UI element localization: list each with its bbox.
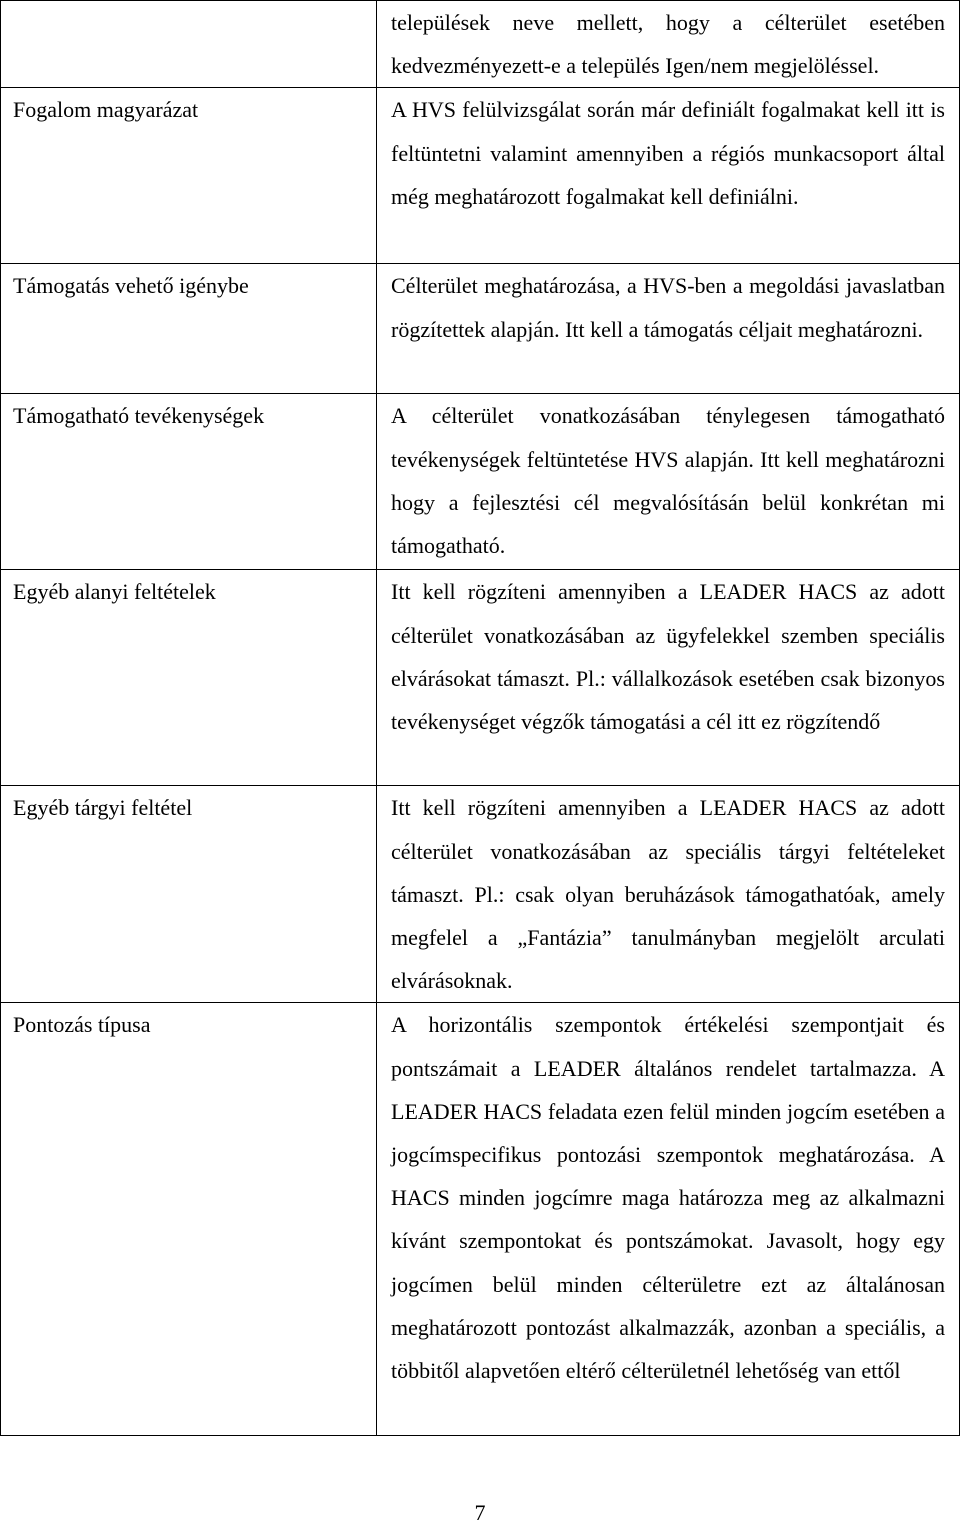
table-row — [1, 394, 960, 570]
row-label: Fogalom magyarázat — [13, 97, 199, 123]
table-row — [1, 570, 960, 786]
row-label: Támogatás vehető igénybe — [13, 273, 249, 299]
row-text-cell — [377, 1, 960, 88]
row-label-cell — [1, 1, 377, 88]
row-description: A célterület vonatkozásában ténylegesen támogatható tevékenységek feltüntetése HVS alapján. Itt kell meghatározni hogy a fejlesztési cél megvalósításán belül konkrétan mi támogatható. — [391, 403, 945, 559]
row-label: Pontozás típusa — [13, 1012, 151, 1038]
table-row — [1, 1, 960, 88]
row-description: A horizontális szempontok értékelési szempontjait és pontszámait a LEADER általános rendelet tartalmazza. A LEADER HACS feladata ezen felül minden jogcím esetében a jogcímspecifikus pontozási szempontok meghatározása. A HACS minden jogcímre maga határozza meg az alkalmazni kívánt szempontokat és pontszámokat. Javasolt, hogy egy jogcímen belül minden célterületre ezt az általánosan meghatározott pontozást alkalmazzák, azonban a speciális, a többitől alapvetően eltérő célterületnél lehetőség van ettől — [391, 1012, 945, 1384]
table-row — [1, 264, 960, 394]
row-label-cell — [1, 1003, 377, 1436]
row-text-cell — [377, 394, 960, 570]
row-label-cell — [1, 570, 377, 786]
row-label: Egyéb alanyi feltételek — [13, 579, 216, 605]
row-text-cell — [377, 570, 960, 786]
table-row — [1, 88, 960, 264]
row-label-cell — [1, 264, 377, 394]
row-text-cell — [377, 1003, 960, 1436]
row-label-cell — [1, 786, 377, 1003]
table-row — [1, 786, 960, 1003]
row-description: települések neve mellett, hogy a célterület esetében kedvezményezett-e a település Igen/nem megjelöléssel. — [391, 10, 945, 79]
page-number: 7 — [474, 1500, 486, 1525]
row-label: Támogatható tevékenységek — [13, 403, 265, 429]
row-label: Egyéb tárgyi feltétel — [13, 795, 193, 821]
row-description: Itt kell rögzíteni amennyiben a LEADER HACS az adott célterület vonatkozásában az ügyfelekkel szemben speciális elvárásokat támaszt. Pl.: vállalkozások esetében csak bizonyos tevékenységet végzők támogatási a cél itt ez rögzítendő — [391, 579, 945, 735]
table-row — [1, 1003, 960, 1436]
row-text-cell — [377, 88, 960, 264]
row-text-cell — [377, 786, 960, 1003]
row-label-cell — [1, 88, 377, 264]
row-description: Itt kell rögzíteni amennyiben a LEADER HACS az adott célterület vonatkozásában az speciális tárgyi feltételeket támaszt. Pl.: csak olyan beruházások támogathatóak, amely megfelel a „Fantázia” tanulmányban megjelölt arculati elvárásoknak. — [391, 795, 945, 994]
row-label-cell — [1, 394, 377, 570]
row-description: Célterület meghatározása, a HVS-ben a megoldási javaslatban rögzítettek alapján. Itt kell a támogatás céljait meghatározni. — [391, 273, 945, 342]
row-description: A HVS felülvizsgálat során már definiált fogalmakat kell itt is feltüntetni valamint amennyiben a régiós munkacsoport által még meghatározott fogalmakat kell definiálni. — [391, 97, 945, 209]
row-text-cell — [377, 264, 960, 394]
